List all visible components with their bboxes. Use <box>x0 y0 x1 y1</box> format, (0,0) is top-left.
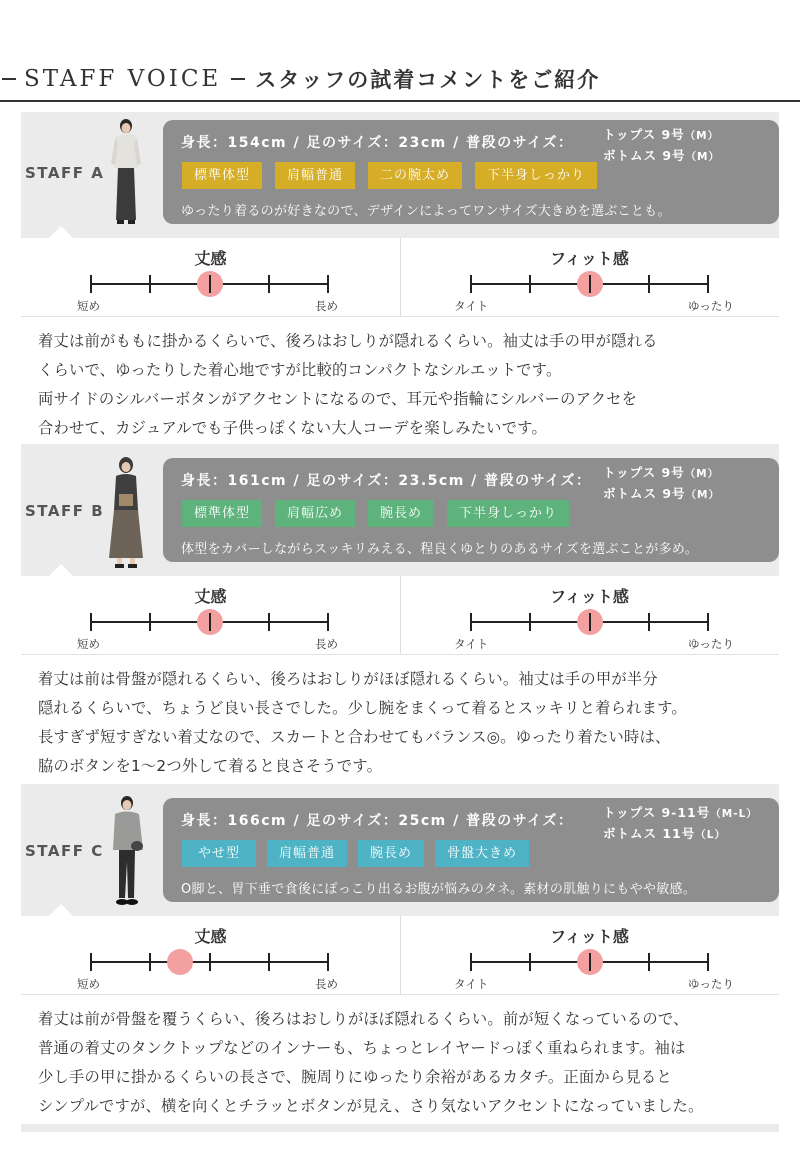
fit-right-label: ゆったり <box>688 977 734 991</box>
fit-scale <box>400 238 779 316</box>
scale-tick <box>149 275 151 293</box>
comment-line: 着丈は前が骨盤を覆うくらい、後ろはおしりがほぼ隠れるくらい。前が短くなっているので、 <box>38 1010 689 1028</box>
comment-line: 合わせて、カジュアルでも子供っぽくない大人コーデを楽しみたいです。 <box>38 419 547 437</box>
staff-comment-box <box>21 994 779 1124</box>
staff-short-comment: 体型をカバーしながらスッキリみえる、程良くゆとりのあるサイズを選ぶことが多め。 <box>181 542 699 557</box>
staff-measurements: 身長：166cm / 足のサイズ：25cm / 普段のサイズ： <box>181 813 574 829</box>
body-tag: 標準体型 <box>182 500 262 527</box>
scale-tick <box>268 613 270 631</box>
staff-usual-sizes <box>603 125 720 167</box>
fit-left-label: タイト <box>454 977 489 991</box>
fit-scale <box>400 916 779 994</box>
body-tag: やせ型 <box>182 840 256 867</box>
tops-size-letter: （M） <box>684 468 720 480</box>
bottoms-size: ボトムス 9号 <box>603 486 686 501</box>
body-tag: 肩幅普通 <box>275 162 355 189</box>
staff-comment-box <box>21 654 779 784</box>
scale-tick <box>470 613 472 631</box>
body-tag: 二の腕太め <box>368 162 462 189</box>
scale-tick <box>589 953 591 971</box>
staff-profile-box <box>163 798 779 902</box>
fit-title: フィット感 <box>550 927 629 946</box>
fit-left-label: タイト <box>454 299 489 313</box>
rating-pointer <box>49 564 73 576</box>
scale-tick <box>149 953 151 971</box>
scale-tick <box>327 613 329 631</box>
rating-row <box>21 916 779 994</box>
length-right-label: 長め <box>315 299 338 313</box>
scale-tick <box>209 613 211 631</box>
staff-name: STAFF C <box>25 842 104 860</box>
rating-pointer <box>49 226 73 238</box>
scale-tick <box>529 613 531 631</box>
length-title: 丈感 <box>194 587 227 606</box>
length-title: 丈感 <box>194 249 227 268</box>
staff-usual-sizes <box>603 803 758 845</box>
header-title-ja: スタッフの試着コメントをご紹介 <box>255 68 601 92</box>
staff-name: STAFF A <box>25 164 105 182</box>
scale-tick <box>589 613 591 631</box>
length-left-label: 短め <box>77 637 100 651</box>
scale-tick <box>707 613 709 631</box>
body-tag: 骨盤大きめ <box>435 840 529 867</box>
body-tag: 腕長め <box>368 500 434 527</box>
comment-line: 両サイドのシルバーボタンがアクセントになるので、耳元や指輪にシルバーのアクセを <box>38 390 638 408</box>
scale-tick <box>327 953 329 971</box>
tops-size: トップス 9号 <box>603 127 685 142</box>
scale-tick <box>707 275 709 293</box>
length-scale <box>21 238 400 316</box>
bottoms-size-letter: （M） <box>685 151 721 163</box>
fit-right-label: ゆったり <box>688 299 734 313</box>
fit-title: フィット感 <box>550 249 629 268</box>
body-tag: 腕長め <box>358 840 424 867</box>
scale-tick <box>268 275 270 293</box>
comment-line: くらいで、ゆったりした着心地ですが比較的コンパクトなシルエットです。 <box>38 361 562 379</box>
scale-tick <box>268 953 270 971</box>
comment-line: 着丈は前がももに掛かるくらいで、後ろはおしりが隠れるくらい。袖丈は手の甲が隠れる <box>38 332 658 350</box>
staff-a-figure <box>107 116 145 228</box>
scale-tick <box>90 275 92 293</box>
scale-tick <box>707 953 709 971</box>
tops-size-letter: （M-L） <box>710 808 758 820</box>
scale-tick <box>90 953 92 971</box>
fit-title: フィット感 <box>550 587 629 606</box>
body-tag: 肩幅広め <box>275 500 355 527</box>
comment-line: 普通の着丈のタンクトップなどのインナーも、ちょっとレイヤードっぽく重ねられます。袖は <box>38 1039 686 1057</box>
staff-measurements: 身長：154cm / 足のサイズ：23cm / 普段のサイズ： <box>181 135 574 151</box>
staff-measurements: 身長：161cm / 足のサイズ：23.5cm / 普段のサイズ： <box>181 473 592 489</box>
fit-left-label: タイト <box>454 637 489 651</box>
header-dash-mid <box>231 78 245 80</box>
comment-line: 隠れるくらいで、ちょうど良い長さでした。少し腕をまくって着るとスッキリと着られます。 <box>38 699 687 717</box>
body-tag: 肩幅普通 <box>267 840 347 867</box>
comment-line: 長すぎず短すぎない着丈なので、スカートと合わせてもバランス◎。ゆったり着たい時は、 <box>38 728 671 746</box>
scale-tick <box>529 275 531 293</box>
length-scale <box>21 916 400 994</box>
staff-voice-panel <box>21 112 779 1132</box>
scale-tick <box>90 613 92 631</box>
length-rating-dot <box>167 949 193 975</box>
scale-tick <box>529 953 531 971</box>
body-type-tags <box>182 840 529 867</box>
bottoms-size-letter: （L） <box>695 829 726 841</box>
scale-tick <box>648 275 650 293</box>
tops-size: トップス 9-11号 <box>603 805 711 820</box>
tops-size: トップス 9号 <box>603 465 685 480</box>
comment-line: シンプルですが、横を向くとチラッとボタンが見え、さり気ないアクセントになっていました。 <box>38 1097 704 1115</box>
staff-b-figure <box>105 452 147 570</box>
staff-profile-box <box>163 458 779 562</box>
bottoms-size: ボトムス 9号 <box>603 148 686 163</box>
body-tag: 下半身しっかり <box>475 162 597 189</box>
page-header <box>0 54 800 102</box>
length-right-label: 長め <box>315 637 338 651</box>
scale-tick <box>648 953 650 971</box>
length-right-label: 長め <box>315 977 338 991</box>
rating-row <box>21 576 779 654</box>
body-type-tags <box>182 162 597 189</box>
fit-right-label: ゆったり <box>688 637 734 651</box>
body-tag: 下半身しっかり <box>447 500 569 527</box>
rating-pointer <box>49 904 73 916</box>
scale-tick <box>327 275 329 293</box>
body-type-tags <box>182 500 569 527</box>
header-title-en: STAFF VOICE <box>24 66 222 92</box>
bottoms-size-letter: （M） <box>685 489 721 501</box>
scale-tick <box>209 275 211 293</box>
scale-tick <box>470 275 472 293</box>
scale-tick <box>149 613 151 631</box>
staff-c-figure <box>105 792 151 912</box>
tops-size-letter: （M） <box>684 130 720 142</box>
scale-tick <box>648 613 650 631</box>
comment-line: 少し手の甲に掛かるくらいの長さで、腕周りにゆったり余裕があるカタチ。正面から見ると <box>38 1068 672 1086</box>
staff-name: STAFF B <box>25 502 105 520</box>
length-scale <box>21 576 400 654</box>
body-tag: 標準体型 <box>182 162 262 189</box>
scale-tick <box>470 953 472 971</box>
bottoms-size: ボトムス 11号 <box>603 826 696 841</box>
staff-profile-box <box>163 120 779 224</box>
header-dash-left <box>2 78 16 80</box>
length-left-label: 短め <box>77 299 100 313</box>
scale-tick <box>209 953 211 971</box>
staff-usual-sizes <box>603 463 720 505</box>
length-title: 丈感 <box>194 927 227 946</box>
staff-short-comment: O脚と、胃下垂で食後にぽっこり出るお腹が悩みのタネ。素材の肌触りにもやや敏感。 <box>181 882 697 897</box>
staff-comment-box <box>21 316 779 444</box>
comment-line: 脇のボタンを1〜2つ外して着ると良さそうです。 <box>38 757 383 775</box>
length-left-label: 短め <box>77 977 100 991</box>
fit-scale <box>400 576 779 654</box>
rating-row <box>21 238 779 316</box>
comment-line: 着丈は前は骨盤が隠れるくらい、後ろはおしりがほぼ隠れるくらい。袖丈は手の甲が半分 <box>38 670 658 688</box>
scale-tick <box>589 275 591 293</box>
staff-short-comment: ゆったり着るのが好きなので、デザインによってワンサイズ大きめを選ぶことも。 <box>181 204 671 219</box>
